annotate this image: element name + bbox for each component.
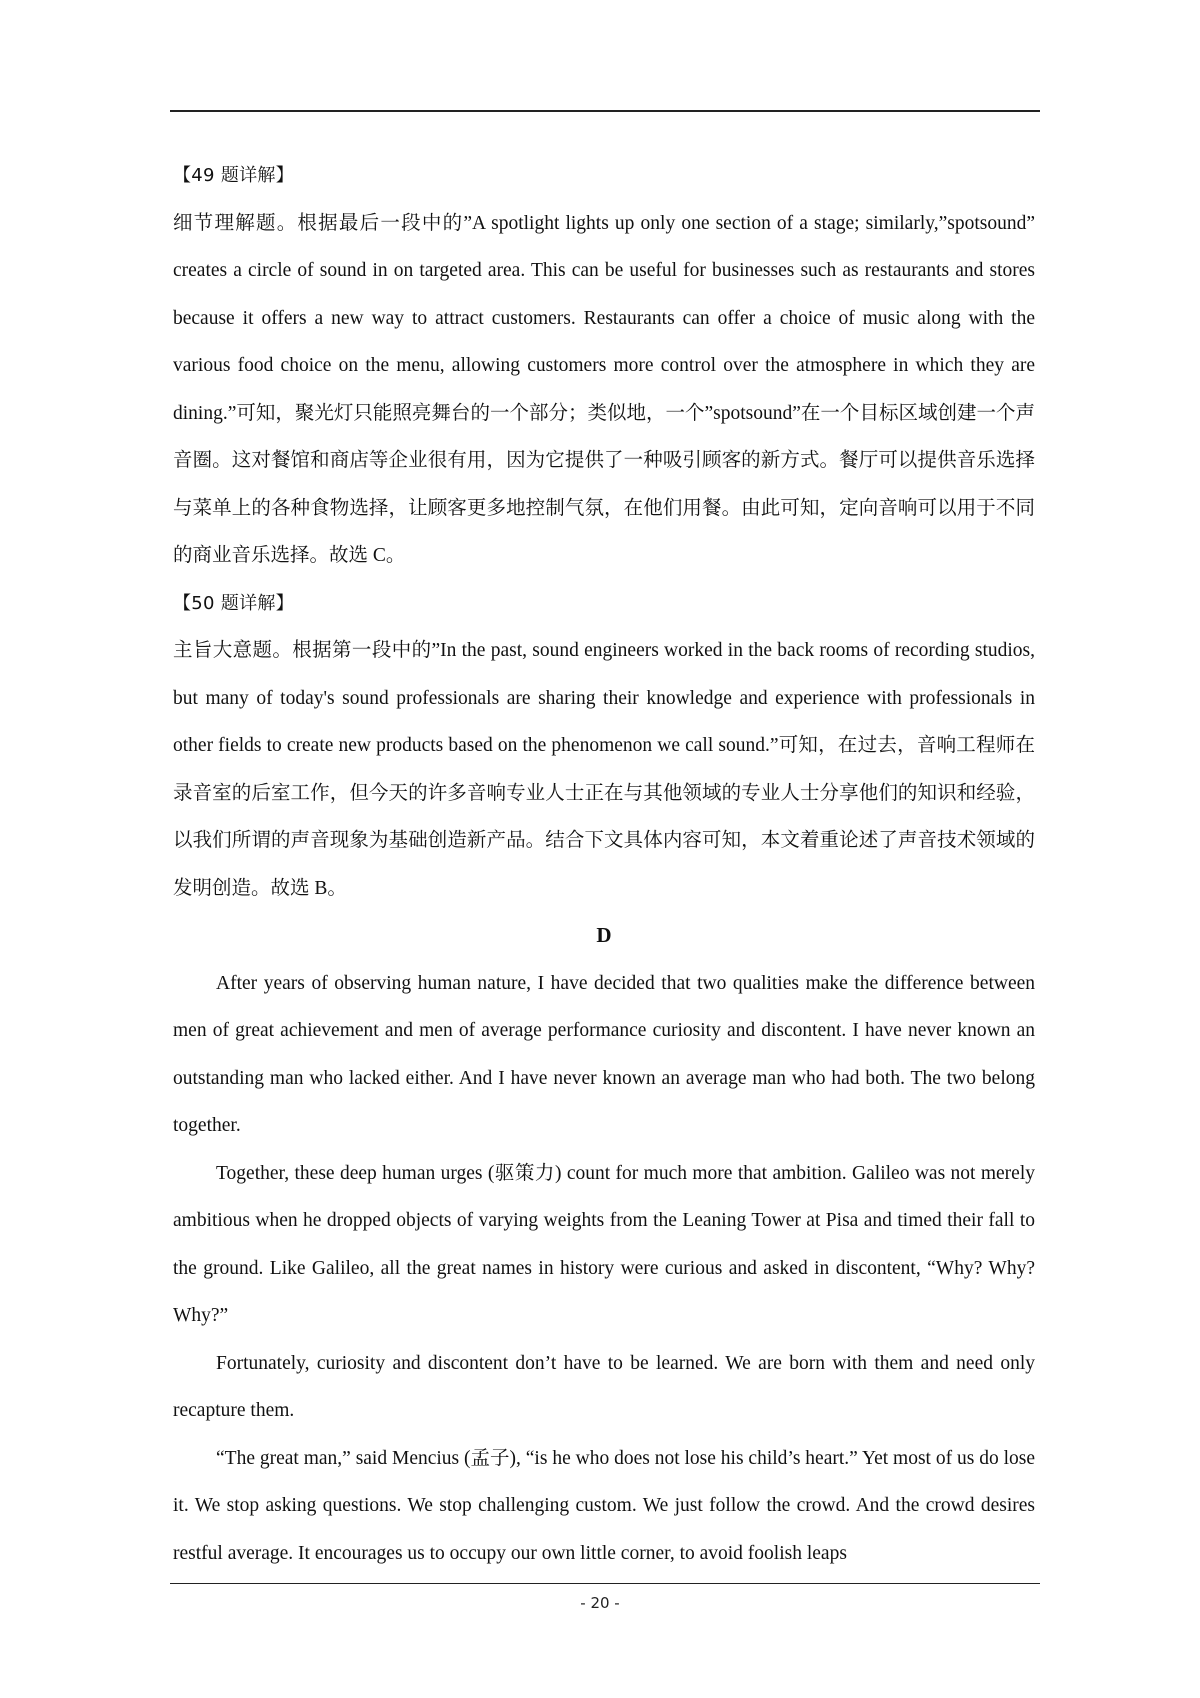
passage-paragraph-3: Fortunately, curiosity and discontent don’t have to be learned. We are born with them and need only recapture them. bbox=[173, 1352, 1035, 1421]
passage-paragraph-2: Together, these deep human urges (驱策力) count for much more that ambition. Galileo was not merely ambitious when he dropped objects of varying weights from the Leaning Tower at Pisa and timed their fall to the ground. Like Galileo, all the great names in history were curious and asked in discontent, “Why? Why? Why?” bbox=[173, 1162, 1035, 1326]
passage-paragraph-1: After years of observing human nature, I have decided that two qualities make the difference between men of great achievement and men of average performance curiosity and discontent. I have never known an outstanding man who lacked either. And I have never known an average man who had both. The two belong together. bbox=[173, 972, 1035, 1136]
passage-section-letter: D bbox=[596, 923, 612, 947]
footer-rule bbox=[170, 1583, 1040, 1584]
page-number: - 20 - bbox=[580, 1594, 620, 1612]
q49-explanation: 细节理解题。根据最后一段中的”A spotlight lights up only one section of a stage; similarly,”spotsound” creates a circle of sound in on targeted area. This can be useful for businesses such as restaurants and stores because it offers a new way to attract customers. Restaurants can offer a choice of music along with the various food choice on the menu, allowing customers more control over the atmosphere in which they are dining.”可知，聚光灯只能照亮舞台的一个部分；类似地，一个”spotsound”在一个目标区域创建一个声音圈。这对餐馆和商店等企业很有用，因为它提供了一种吸引顾客的新方式。餐厅可以提供音乐选择与菜单上的各种食物选择，让顾客更多地控制气氛，在他们用餐。由此可知，定向音响可以用于不同的商业音乐选择。故选 C。 bbox=[173, 212, 1035, 566]
q50-heading: 【50 题详解】 bbox=[173, 592, 295, 614]
q50-explanation: 主旨大意题。根据第一段中的”In the past, sound engineers worked in the back rooms of recording studios, but many of today's sound professionals are sharing their knowledge and experience with professionals in other fields to create new products based on the phenomenon we call sound.”可知，在过去，音响工程师在录音室的后室工作，但今天的许多音响专业人士正在与其他领域的专业人士分享他们的知识和经验，以我们所谓的声音现象为基础创造新产品。结合下文具体内容可知，本文着重论述了声音技术领域的发明创造。故选 B。 bbox=[173, 640, 1035, 899]
passage-paragraph-4: “The great man,” said Mencius (孟子), “is he who does not lose his child’s heart.” Yet most of us do lose it. We stop asking questions. We stop challenging custom. We just follow the crowd. And the crowd desires restful average. It encourages us to occupy our own little corner, to avoid foolish leaps bbox=[173, 1447, 1035, 1564]
q49-heading: 【49 题详解】 bbox=[173, 165, 295, 186]
header-rule bbox=[170, 110, 1040, 112]
page-content bbox=[173, 152, 1035, 1577]
